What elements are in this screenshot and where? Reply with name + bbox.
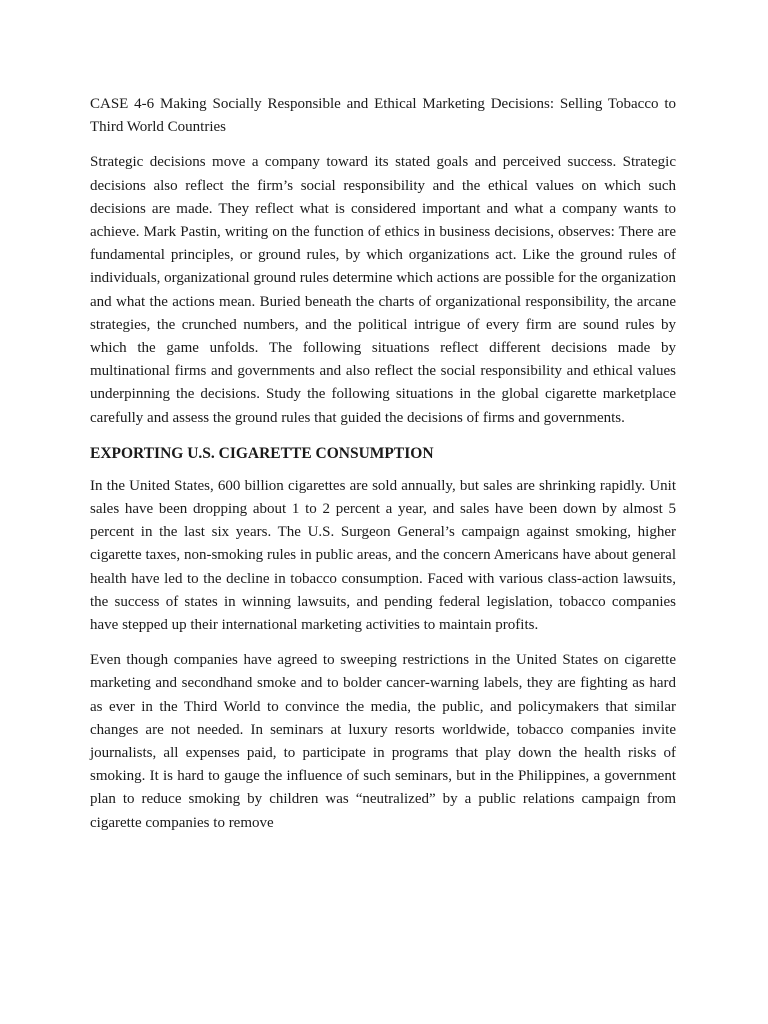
section-heading: EXPORTING U.S. CIGARETTE CONSUMPTION	[90, 444, 434, 462]
body-paragraph: In the United States, 600 billion cigarettes are sold annually, but sales are shrinking rapidly. Unit sales have been dropping about 1 to 2 percent a year, and sales have been down by almost 5 percent in the last six years. The U.S. Surgeon General’s campaign against smoking, higher cigarette taxes, non-smoking rules in public areas, and the concern Americans have about general health have led to the decline in tobacco consumption. Faced with various class-action lawsuits, the success of states in winning lawsuits, and pending federal legislation, tobacco companies have stepped up their international marketing activities to maintain profits.	[90, 477, 676, 634]
case-title: CASE 4-6 Making Socially Responsible and Ethical Marketing Decisions: Selling Tobacco to Third World Countries	[90, 96, 676, 136]
body-paragraph: Even though companies have agreed to sweeping restrictions in the United States on cigarette marketing and secondhand smoke and to bolder cancer-warning labels, they are fighting as hard as ever in the Third World to convince the media, the public, and policymakers that similar changes are not needed. In seminars at luxury resorts worldwide, tobacco companies invite journalists, all expenses paid, to participate in programs that play down the health risks of smoking. It is hard to gauge the influence of such seminars, but in the Philippines, a government plan to reduce smoking by children was “neutralized” by a public relations campaign from cigarette companies to remove	[90, 652, 676, 831]
intro-paragraph: Strategic decisions move a company toward its stated goals and perceived success. Strategic decisions also reflect the firm’s social responsibility and the ethical values on which such decisions are made. They reflect what is considered important and what a company wants to achieve. Mark Pastin, writing on the function of ethics in business decisions, observes: There are fundamental principles, or ground rules, by which organizations act. Like the ground rules of individuals, organizational ground rules determine which actions are possible for the organization and what the actions mean. Buried beneath the charts of organizational responsibility, the arcane strategies, the crunched numbers, and the political intrigue of every firm are sound rules by which the game unfolds. The following situations reflect different decisions made by multinational firms and governments and also reflect the social responsibility and ethical values underpinning the decisions. Study the following situations in the global cigarette marketplace carefully and assess the ground rules that guided the decisions of firms and governments.	[90, 154, 676, 426]
document-page	[90, 93, 676, 847]
